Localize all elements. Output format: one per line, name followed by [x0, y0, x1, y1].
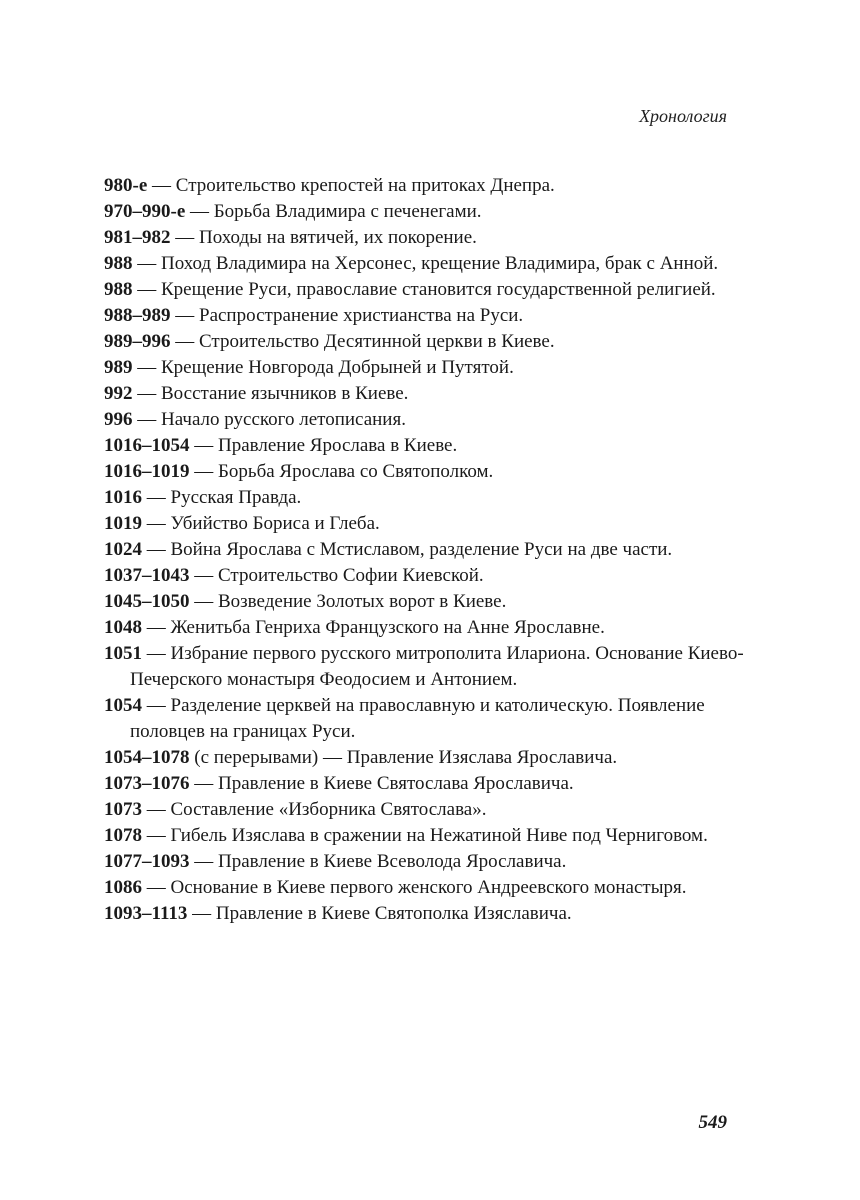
entry-date: 1037–1043 — [104, 565, 190, 586]
entry-text: — Основание в Киеве первого женского Андреевского монастыря. — [142, 877, 687, 898]
chronology-entry — [104, 771, 744, 797]
entry-text: — Правление Ярослава в Киеве. — [189, 435, 458, 456]
entry-text: — Распространение христианства на Руси. — [170, 305, 524, 326]
entry-date: 1051 — [104, 643, 142, 664]
entry-date: 1086 — [104, 877, 142, 898]
chronology-entry — [104, 641, 744, 693]
chronology-entry — [104, 459, 744, 485]
entry-text: — Избрание первого русского митрополита Илариона. Основание Киево-Печерского монастыря Феодосием и Антонием. — [130, 643, 744, 690]
chronology-entry — [104, 823, 744, 849]
chronology-entry — [104, 355, 744, 381]
entry-date: 1019 — [104, 513, 142, 534]
entry-text: — Строительство крепостей на притоках Днепра. — [147, 175, 555, 196]
chronology-entry — [104, 797, 744, 823]
entry-text: — Русская Правда. — [142, 487, 302, 508]
entry-text: — Составление «Изборника Святослава». — [142, 799, 487, 820]
entry-date: 988 — [104, 279, 133, 300]
entry-date: 1073 — [104, 799, 142, 820]
entry-date: 1093–1113 — [104, 903, 188, 924]
chronology-entry — [104, 225, 744, 251]
entry-date: 988–989 — [104, 305, 171, 326]
entry-date: 1045–1050 — [104, 591, 190, 612]
entry-text: — Начало русского летописания. — [132, 409, 406, 430]
entry-date: 1016–1019 — [104, 461, 190, 482]
entry-text: — Правление в Киеве Святополка Изяславича. — [187, 903, 572, 924]
entry-text: — Гибель Изяслава в сражении на Нежатиной Ниве под Черниговом. — [142, 825, 708, 846]
chronology-entry — [104, 173, 744, 199]
entry-text: — Борьба Владимира с печенегами. — [185, 201, 482, 222]
entry-date: 1054 — [104, 695, 142, 716]
chronology-entry — [104, 251, 744, 277]
entry-text: — Восстание язычников в Киеве. — [132, 383, 409, 404]
entry-text: — Строительство Софии Киевской. — [189, 565, 484, 586]
entry-date: 1016–1054 — [104, 435, 190, 456]
entry-date: 1077–1093 — [104, 851, 190, 872]
chronology-list — [104, 173, 744, 927]
chronology-entry — [104, 901, 744, 927]
entry-text: — Женитьба Генриха Французского на Анне Ярославне. — [142, 617, 605, 638]
chronology-entry — [104, 693, 744, 745]
chronology-entry — [104, 329, 744, 355]
entry-date: 1016 — [104, 487, 142, 508]
entry-text: — Строительство Десятинной церкви в Киеве. — [170, 331, 555, 352]
entry-date: 1054–1078 — [104, 747, 190, 768]
chronology-entry — [104, 511, 744, 537]
entry-text: — Крещение Новгорода Добрыней и Путятой. — [132, 357, 514, 378]
entry-date: 970–990-е — [104, 201, 186, 222]
entry-date: 1024 — [104, 539, 142, 560]
entry-text: — Поход Владимира на Херсонес, крещение Владимира, брак с Анной. — [132, 253, 719, 274]
entry-date: 989–996 — [104, 331, 171, 352]
entry-date: 988 — [104, 253, 133, 274]
running-head: Хронология — [639, 106, 727, 126]
chronology-entry — [104, 485, 744, 511]
entry-text: — Возведение Золотых ворот в Киеве. — [189, 591, 507, 612]
entry-text: — Борьба Ярослава со Святополком. — [189, 461, 494, 482]
entry-date: 981–982 — [104, 227, 171, 248]
entry-text: — Походы на вятичей, их покорение. — [170, 227, 477, 248]
entry-date: 996 — [104, 409, 133, 430]
entry-date: 992 — [104, 383, 133, 404]
chronology-entry — [104, 303, 744, 329]
chronology-entry — [104, 433, 744, 459]
entry-text: — Правление Изяслава Ярославича. — [318, 747, 618, 768]
chronology-entry — [104, 615, 744, 641]
entry-text: — Убийство Бориса и Глеба. — [142, 513, 380, 534]
entry-date: 1048 — [104, 617, 142, 638]
entry-date: 1078 — [104, 825, 142, 846]
chronology-entry — [104, 563, 744, 589]
chronology-entry — [104, 381, 744, 407]
chronology-entry — [104, 875, 744, 901]
entry-date: 980-е — [104, 175, 148, 196]
chronology-entry — [104, 277, 744, 303]
chronology-entry — [104, 199, 744, 225]
entry-text: — Разделение церквей на православную и католическую. Появление половцев на границах Руси. — [130, 695, 705, 742]
chronology-entry — [104, 589, 744, 615]
chronology-entry — [104, 745, 744, 771]
entry-text: — Правление в Киеве Всеволода Ярославича. — [189, 851, 567, 872]
entry-date: 989 — [104, 357, 133, 378]
entry-text: — Крещение Руси, православие становится государственной религией. — [132, 279, 716, 300]
chronology-entry — [104, 849, 744, 875]
page-number: 549 — [698, 1112, 727, 1133]
chronology-entry — [104, 537, 744, 563]
chronology-entry — [104, 407, 744, 433]
entry-date: 1073–1076 — [104, 773, 190, 794]
entry-date-note: (с перерывами) — [189, 747, 319, 768]
entry-text: — Правление в Киеве Святослава Ярославича. — [189, 773, 574, 794]
entry-text: — Война Ярослава с Мстиславом, разделение Руси на две части. — [142, 539, 673, 560]
